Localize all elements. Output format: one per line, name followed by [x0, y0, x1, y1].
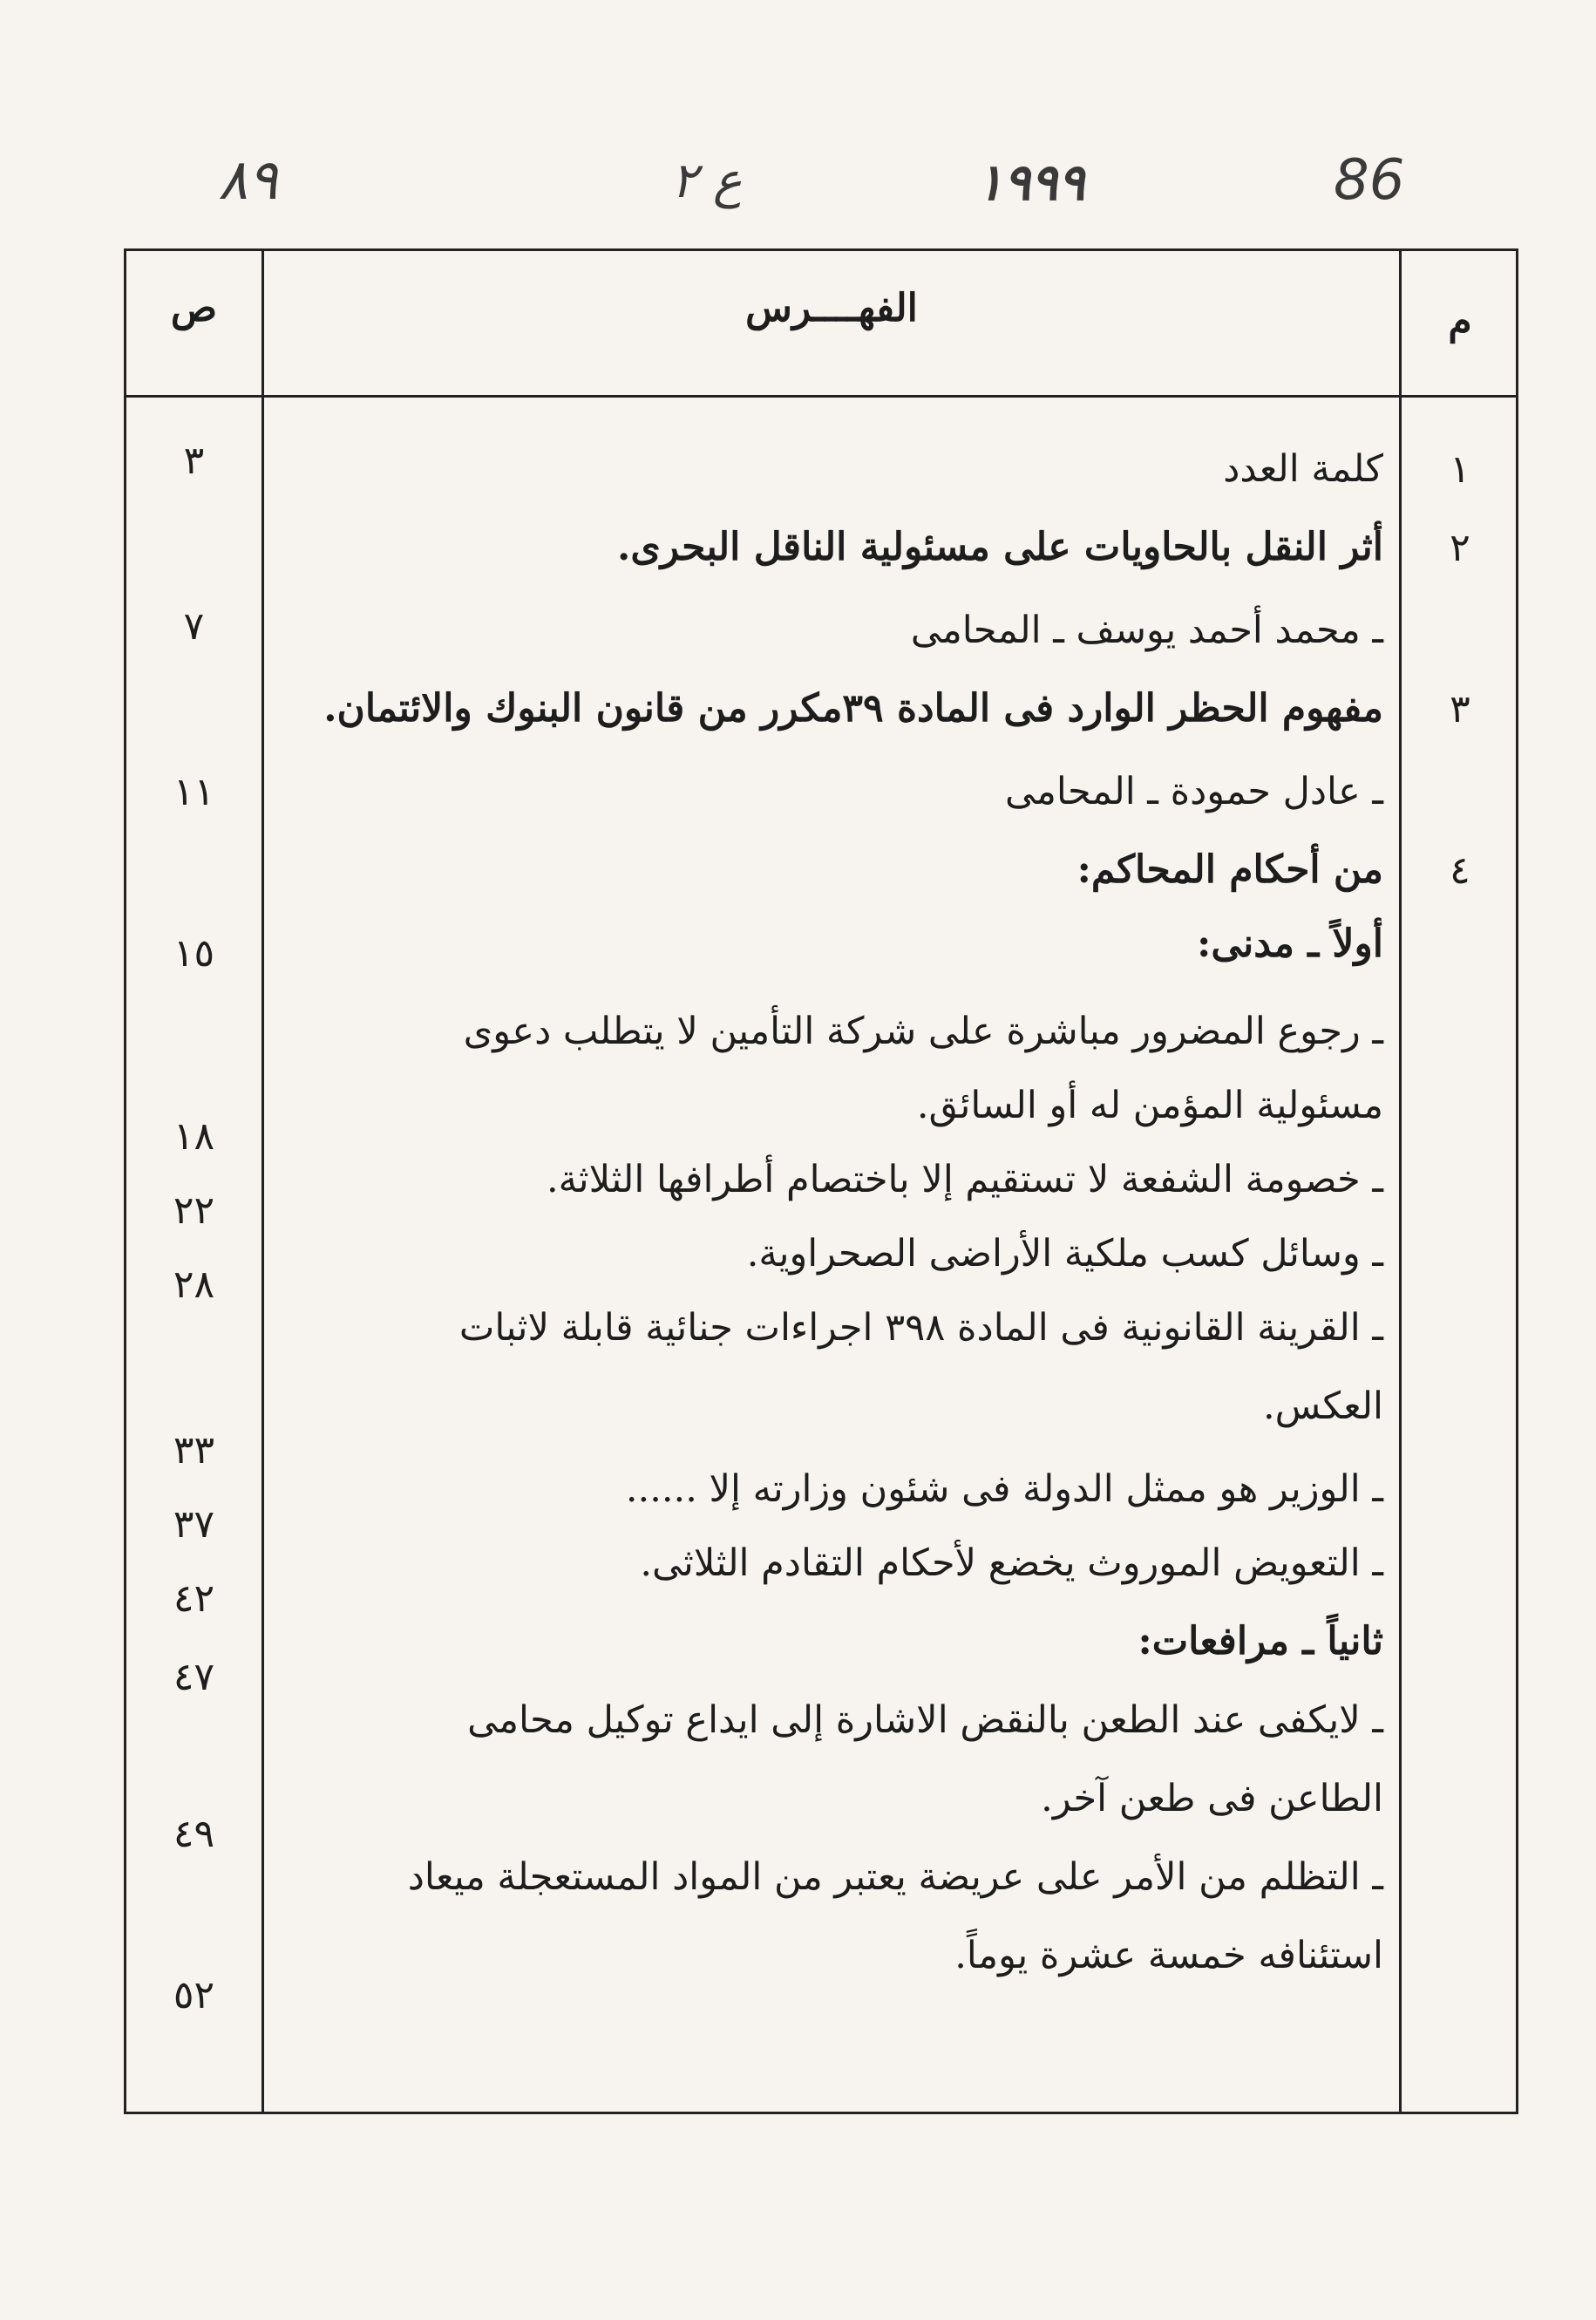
handwritten-page-mark: ٨٩	[218, 148, 278, 213]
entry-number: ١	[1450, 447, 1470, 492]
entry-page-number: ٧	[183, 604, 205, 649]
entry-title: ـ عادل حمودة ـ المحامى	[1005, 770, 1383, 813]
entry-title: الطاعن فى طعن آخر.	[1041, 1777, 1383, 1820]
number-column-header: م	[1448, 299, 1472, 344]
entry-page-number: ٤٧	[173, 1655, 215, 1699]
entry-title: ـ وسائل كسب ملكية الأراضى الصحراوية.	[746, 1232, 1383, 1276]
entry-title: العكس.	[1262, 1385, 1383, 1428]
entry-title: ـ محمد أحمد يوسف ـ المحامى	[910, 609, 1383, 652]
entry-title: ـ خصومة الشفعة لا تستقيم إلا باختصام أطرافها الثلاثة.	[546, 1158, 1383, 1201]
entry-title: استئنافه خمسة عشرة يوماً.	[954, 1934, 1383, 1977]
entry-number: ٣	[1450, 687, 1470, 731]
entry-title: ـ رجوع المضرور مباشرة على شركة التأمين لا يتطلب دعوى	[463, 1010, 1383, 1053]
entry-page-number: ٣٧	[173, 1502, 215, 1547]
entry-page-number: ١١	[173, 770, 215, 814]
entry-page-number: ٤٢	[173, 1576, 215, 1621]
entry-page-number: ١٥	[173, 931, 215, 976]
entry-title: أولاً ـ مدنى:	[1197, 922, 1383, 966]
entry-title: ـ لايكفى عند الطعن بالنقض الاشارة إلى ايداع توكيل محامى	[467, 1698, 1383, 1742]
entry-title: مسئولية المؤمن له أو السائق.	[916, 1084, 1383, 1127]
entry-page-number: ٥٢	[173, 1973, 215, 2017]
index-title: الفهــــرس	[745, 286, 918, 330]
entry-title: ثانياً ـ مرافعات:	[1138, 1619, 1383, 1663]
handwritten-year-mark: ١٩٩٩	[976, 153, 1085, 212]
entry-page-number: ١٨	[173, 1114, 215, 1159]
entry-title: مفهوم الحظر الوارد فى المادة ٣٩مكرر من قانون البنوك والائتمان.	[323, 686, 1383, 731]
page-column-divider	[261, 251, 264, 2112]
entry-page-number: ٤٩	[173, 1812, 215, 1856]
entry-title: من أحكام المحاكم:	[1076, 847, 1383, 892]
handwritten-number-mark: 86	[1334, 148, 1405, 213]
entry-number: ٤	[1450, 848, 1470, 893]
entry-page-number: ٢٢	[173, 1188, 215, 1233]
page-column-header: ص	[170, 286, 218, 330]
entry-page-number: ٣٣	[173, 1428, 215, 1473]
header-divider	[126, 395, 1516, 398]
index-table	[124, 248, 1518, 2114]
entry-title: ـ التعويض الموروث يخضع لأحكام التقادم الثلاثى.	[640, 1541, 1383, 1585]
entry-number: ٢	[1450, 526, 1470, 570]
entry-page-number: ٣	[183, 439, 205, 483]
entry-title: كلمة العدد	[1223, 447, 1383, 491]
entry-title: ـ الوزير هو ممثل الدولة فى شئون وزارته إلا ......	[625, 1467, 1383, 1511]
handwritten-issue-mark: ع ٢	[671, 153, 743, 209]
entry-title: أثر النقل بالحاويات على مسئولية الناقل البحرى.	[617, 525, 1383, 569]
entry-title: ـ التظلم من الأمر على عريضة يعتبر من المواد المستعجلة ميعاد	[407, 1855, 1383, 1899]
entry-page-number: ٢٨	[173, 1262, 215, 1307]
entry-title: ـ القرينة القانونية فى المادة ٣٩٨ اجراءات جنائية قابلة لاثبات	[458, 1306, 1383, 1350]
